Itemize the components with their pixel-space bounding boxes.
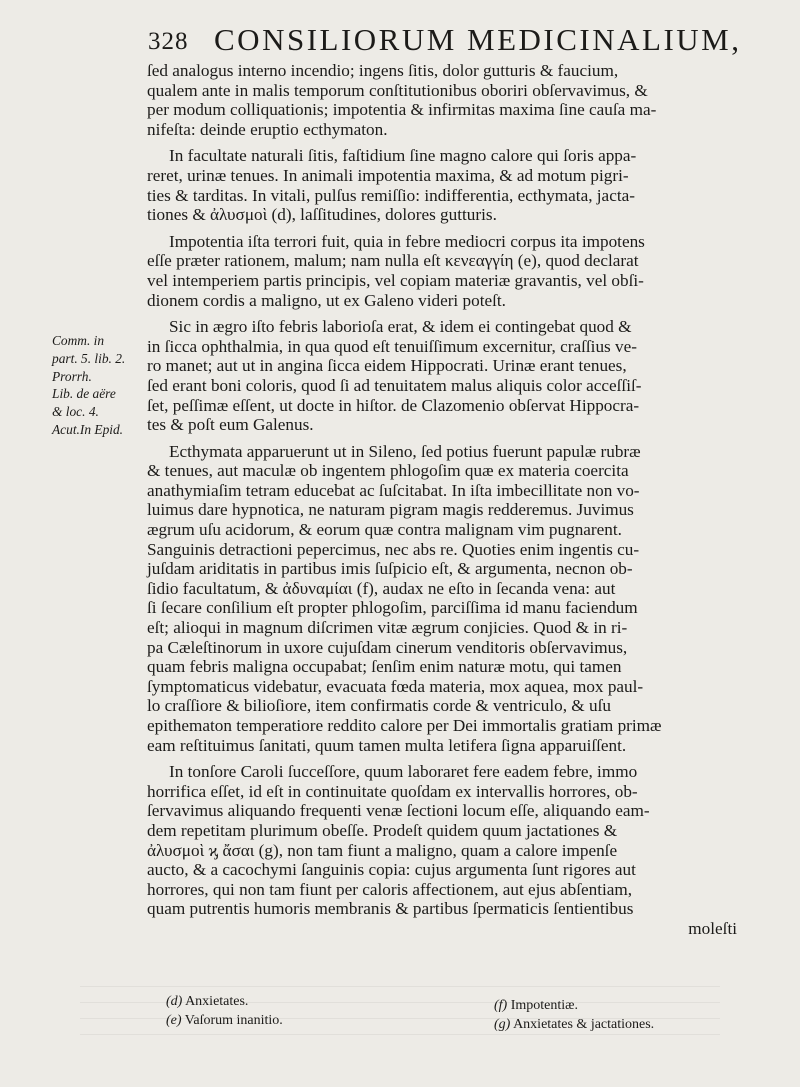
text-line: ties & tarditas. In vitali, pulſus remiſſio: indifferentia, ecthymata, jacta-	[147, 185, 635, 205]
catchword: moleſti	[688, 918, 737, 938]
text-line: reret, urinæ tenues. In animali impotentia maxima, & ad motum pigri-	[147, 165, 629, 185]
margin-note-line: Prorrh.	[52, 368, 92, 384]
footnote-text: Impotentiæ.	[510, 998, 578, 1013]
text-line: anathymiaſim tetram educebat ac ſuſcitabat. In iſta imbecillitate non vo-	[147, 480, 640, 500]
footnote	[494, 998, 578, 1014]
footnote	[494, 1017, 654, 1033]
text-line: horrores, qui non tam fiunt per caloris affectionem, aut ejus abſentiam,	[147, 879, 633, 899]
text-line: quam febris maligna occupabat; ſenſim enim naturæ motu, qui tamen	[147, 657, 622, 677]
page-number: 328	[148, 28, 189, 55]
text-line: horrifica eſſet, id eſt in continuitate quoſdam ex intervallis horrores, ob-	[147, 781, 638, 801]
text-line: ſidio facultatum, & ἀδυναμίαι (f), audax ne eſto in ſecanda vena: aut	[147, 578, 616, 598]
text-line: ſervavimus aliquando frequenti venæ ſectioni locum eſſe, aliquando eam-	[147, 801, 650, 821]
main-text	[147, 61, 767, 939]
text-line: aucto, & a cacochymi ſanguinis copia: cujus argumenta ſunt rigores aut	[147, 860, 636, 880]
footnote-text: Anxietates & jactationes.	[513, 1017, 655, 1032]
text-line: nifeſta: deinde eruptio ecthymaton.	[147, 119, 388, 139]
margin-note-line: Comm. in	[52, 333, 105, 348]
margin-note-line: part. 5. lib. 2.	[52, 350, 126, 366]
text-line: ſi ſecare conſilium eſt propter phlogoſim, parciſſima id manu faciendum	[147, 598, 638, 618]
text-line: eam reſtituimus ſanitati, quum tamen multa letifera ſigna apparuiſſent.	[147, 735, 627, 755]
footnote	[166, 1013, 283, 1029]
footnote	[166, 994, 248, 1010]
footnote-text: Anxietates.	[185, 994, 249, 1009]
footnote-mark: (g)	[494, 1017, 511, 1032]
text-line: Sic in ægro iſto febris laborioſa erat, & idem ei contingebat quod &	[169, 317, 632, 337]
margin-note-line: Acut.In Epid.	[52, 421, 124, 437]
running-title: CONSILIORUM MEDICINALIUM,	[214, 22, 742, 57]
text-line: tiones & ἀλυσμοὶ (d), laſſitudines, dolores gutturis.	[147, 205, 497, 225]
footnote-text: Vaſorum inanitio.	[184, 1013, 283, 1028]
text-line: epithematon temperatiore reddito calore per Dei immortalis gratiam primæ	[147, 716, 662, 735]
margin-note-line: Lib. de aëre	[52, 386, 116, 402]
text-line: juſdam ariditatis in partibus imis ſuſpicio eſt, & argumenta, necnon ob-	[147, 559, 633, 579]
text-line: vel intemperiem partis principis, vel copiam materiæ gravantis, vel obſi-	[147, 270, 644, 290]
text-line: In facultate naturali ſitis, faſtidium ſine magno calore qui ſoris appa-	[169, 146, 637, 166]
margin-note-line: & loc. 4.	[52, 404, 99, 420]
running-header	[148, 18, 742, 58]
text-line: ſymptomaticus videbatur, evacuata fœda materia, mox aquea, mox paul-	[147, 676, 644, 696]
text-line: lo craſſiore & bilioſiore, item confirmatis corde & ventriculo, & uſu	[147, 696, 611, 716]
text-line: ſet, peſſimæ eſſent, ut docte in hiſtor. de Clazomenio obſervat Hippocra-	[147, 395, 640, 415]
text-line: dionem cordis a maligno, ut ex Galeno videri poteſt.	[147, 290, 506, 310]
text-line: & tenues, aut maculæ ob ingentem phlogoſim quæ ex materia coercita	[147, 461, 629, 481]
text-line: luimus dare hypnotica, ne naturam pigram magis redderemus. Juvimus	[147, 500, 634, 520]
text-line: eſt; alioqui in magnum diſcrimen vitæ ægrum conjicies. Quod & in ri-	[147, 618, 628, 638]
text-line: ἀλυσμοὶ ϗ ἄσαι (g), non tam fiunt a maligno, quam a calore impenſe	[147, 840, 618, 860]
text-line: ſed erant boni coloris, quod ſi ad tenuitatem malus aliquis color acceſſiſ-	[147, 375, 642, 395]
text-line: ro manet; aut ut in angina ſicca eidem Hippocrati. Urinæ erant tenues,	[147, 356, 627, 376]
text-line: In tonſore Caroli ſucceſſore, quum laboraret fere eadem febre, immo	[169, 762, 638, 782]
text-line: eſſe præter rationem, malum; nam nulla eſt κενεαγγίη (e), quod declarat	[147, 251, 639, 271]
text-line: ſed analogus interno incendio; ingens ſitis, dolor gutturis & faucium,	[147, 61, 619, 80]
text-line: in ſicca ophthalmia, in qua quod eſt tenuiſſimum excernitur, craſſius ve-	[147, 336, 637, 356]
text-line: per modum colliquationis; impotentia & infirmitas maxima ſine cauſa ma-	[147, 100, 657, 120]
text-line: dem repetitam plurimum obeſſe. Prodeſt quidem quum jactationes &	[147, 820, 618, 840]
text-line: ægrum uſu acidorum, & eorum quæ contra malignam vim pugnarent.	[147, 520, 622, 540]
text-line: pa Cæleſtinorum in uxore cujuſdam cinerum venditoris obſervavimus,	[147, 637, 628, 657]
text-line: Impotentia iſta terrori fuit, quia in febre mediocri corpus ita impotens	[169, 231, 645, 251]
text-line: quam putrentis humoris membranis & partibus ſpermaticis ſentientibus	[147, 899, 634, 919]
text-line: qualem ante in malis temporum conſtitutionibus oboriri obſervavimus, &	[147, 80, 648, 100]
footnote-mark: (e)	[166, 1013, 182, 1028]
text-line: tes & poſt eum Galenus.	[147, 415, 314, 435]
footnote-mark: (d)	[166, 994, 183, 1009]
text-line: Ecthymata apparuerunt ut in Sileno, ſed potius fuerunt papulæ rubræ	[169, 441, 641, 461]
footnote-mark: (f)	[494, 998, 508, 1013]
text-line: Sanguinis detractioni pepercimus, nec abs re. Quoties enim ingentis cu-	[147, 539, 640, 559]
margin-note	[52, 332, 144, 439]
footnotes	[166, 994, 766, 1038]
